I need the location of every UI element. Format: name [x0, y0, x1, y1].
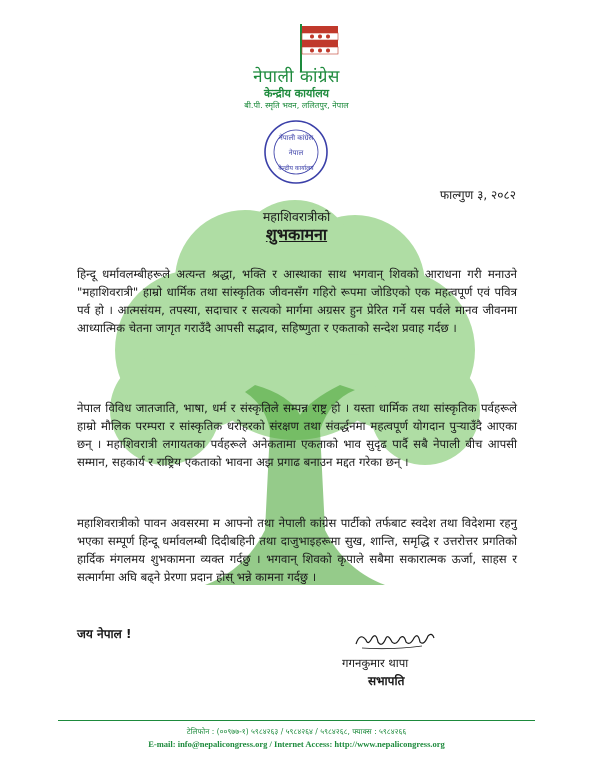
office-seal-stamp — [262, 118, 330, 186]
signer-name: गगनकुमार थापा — [342, 656, 409, 670]
footer-phone: टेलिफोन : (००९७७-१) ५९८४२६३ / ५९८४२६४ / ५९८४२६८, फ्याक्स : ५९८४२६६ — [186, 727, 407, 736]
seal-middle-text: नेपाल — [288, 149, 304, 157]
office-address: बी.पी. स्मृति भवन, ललितपुर, नेपाल — [244, 101, 349, 110]
org-name: नेपाली कांग्रेस — [253, 67, 340, 87]
office-name: केन्द्रीय कार्यालय — [263, 87, 330, 100]
closing-salutation: जय नेपाल ! — [77, 627, 132, 641]
seal-bottom-text: केन्द्रीय कार्यालय — [278, 165, 314, 172]
seal-top-text: नेपाली कांग्रेस — [278, 134, 314, 142]
paragraph-2: नेपाल विविध जातजाति, भाषा, धर्म र संस्कृतिले सम्पन्न राष्ट्र हो । यस्ता धार्मिक तथा सांस्कृतिक पर्वहरूले हाम्रो मौलिक परम्परा र सांस्कृतिक धरोहरको संरक्षण तथा संवर्द्धनमा महत्वपूर्ण योगदान पुऱ्याउँदै आएका छन् । महाशिवरात्री लगायतका पर्वहरूले अनेकतामा एकताको भाव सुदृढ पार्दै सबै नेपाली बीच आपसी सम्मान, सहकार्य र राष्ट्रिय एकताको भावना अझ प्रगाढ बनाउन मद्दत गरेका छन् । — [77, 401, 517, 469]
letter-subtitle: महाशिवरात्रीको — [262, 209, 331, 224]
footer-divider — [58, 720, 535, 721]
footer-contact: E-mail: info@nepalicongress.org / Internet Access: http://www.nepalicongress.org — [148, 739, 445, 749]
letter-title: शुभकामना — [265, 225, 328, 244]
letter-date: फाल्गुण ३, २०८२ — [439, 188, 516, 202]
paragraph-1: हिन्दू धर्मावलम्बीहरूले अत्यन्त श्रद्धा, भक्ति र आस्थाका साथ भगवान् शिवको आराधना गरी मनाउने "महाशिवरात्री" हाम्रो धार्मिक तथा सांस्कृतिक जीवनसँग गहिरो रूपमा जोडिएको एक महत्वपूर्ण एवं पवित्र पर्व हो । आत्मसंयम, तपस्या, सदाचार र सत्यको मार्गमा अग्रसर हुन प्रेरित गर्ने यस पर्वले मानव जीवनमा आध्यात्मिक चेतना जागृत गराउँदै आपसी सद्भाव, सहिष्णुता र एकताको सन्देश प्रवाह गर्दछ । — [77, 267, 517, 335]
signer-title: सभापति — [368, 674, 405, 688]
handwritten-signature — [352, 628, 438, 652]
paragraph-3: महाशिवरात्रीको पावन अवसरमा म आफ्नो तथा नेपाली कांग्रेस पार्टीको तर्फबाट स्वदेश तथा विदेशमा रहनु भएका सम्पूर्ण हिन्दू धर्मावलम्बी दिदीबहिनी तथा दाजुभाइहरूमा सुख, शान्ति, समृद्धि र उत्तरोत्तर प्रगतिको हार्दिक मंगलमय शुभकामना व्यक्त गर्दछु । भगवान् शिवको कृपाले सबैमा सकारात्मक ऊर्जा, साहस र सत्मार्गमा अघि बढ्ने प्रेरणा प्रदान होस् भन्ने कामना गर्दछु । — [77, 516, 517, 584]
